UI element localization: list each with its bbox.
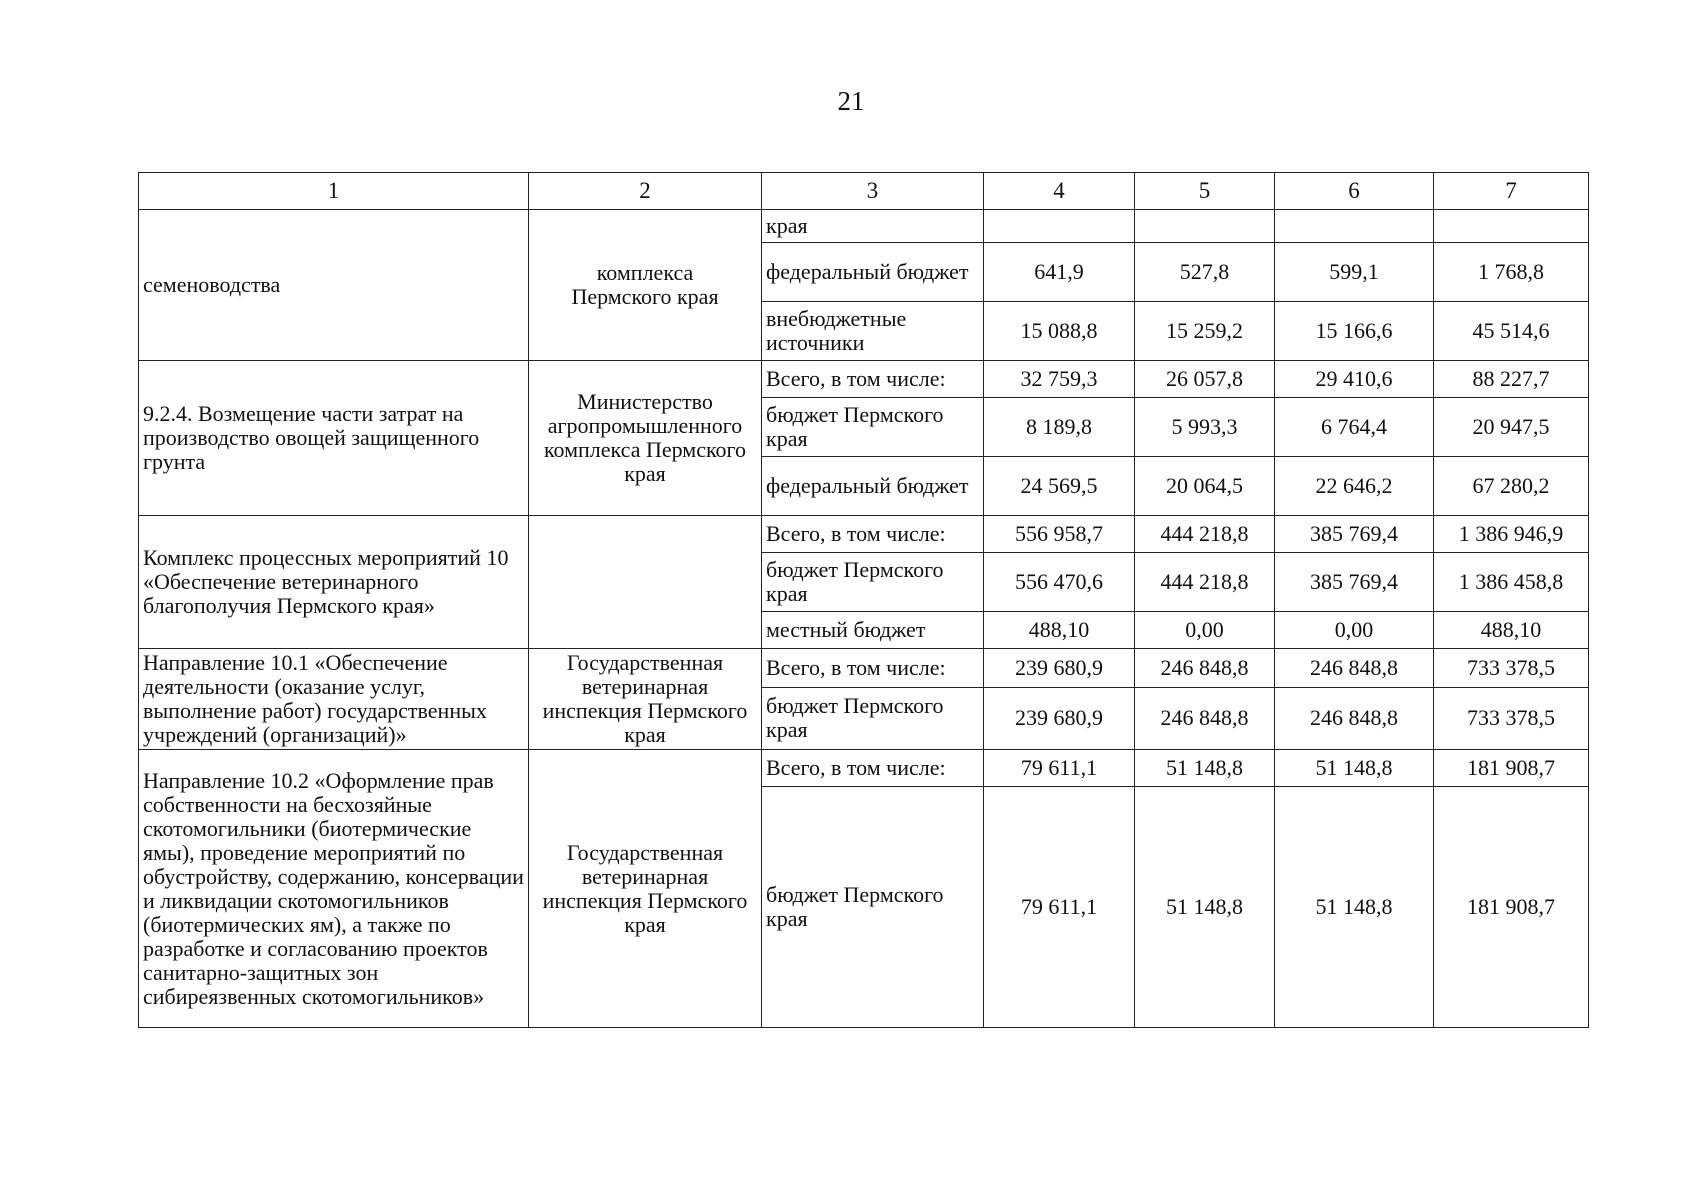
value-cell: 239 680,9 — [984, 687, 1135, 749]
table-row — [139, 750, 1589, 787]
funding-source-cell: федеральный бюджет — [762, 457, 984, 516]
value-cell: 385 769,4 — [1275, 516, 1434, 553]
executor-cell: Государственная ветеринарная инспекция Пермского края — [529, 750, 762, 1028]
value-cell: 79 611,1 — [984, 750, 1135, 787]
value-cell: 67 280,2 — [1434, 457, 1589, 516]
table-row — [139, 649, 1589, 688]
value-cell: 26 057,8 — [1135, 361, 1275, 398]
value-cell: 181 908,7 — [1434, 787, 1589, 1028]
value-cell: 32 759,3 — [984, 361, 1135, 398]
funding-source-cell: бюджет Пермского края — [762, 398, 984, 457]
budget-table — [138, 172, 1589, 1028]
column-header: 4 — [984, 173, 1135, 210]
funding-source-cell: края — [762, 210, 984, 243]
value-cell: 0,00 — [1275, 612, 1434, 649]
value-cell — [1275, 210, 1434, 243]
value-cell: 1 386 946,9 — [1434, 516, 1589, 553]
value-cell: 51 148,8 — [1135, 787, 1275, 1028]
funding-source-cell: Всего, в том числе: — [762, 516, 984, 553]
column-header: 5 — [1135, 173, 1275, 210]
value-cell: 239 680,9 — [984, 649, 1135, 688]
measure-name-cell: Направление 10.1 «Обеспечение деятельности (оказание услуг, выполнение работ) государственных учреждений (организаций)» — [139, 649, 529, 750]
value-cell: 15 088,8 — [984, 302, 1135, 361]
value-cell — [984, 210, 1135, 243]
value-cell: 15 259,2 — [1135, 302, 1275, 361]
value-cell: 15 166,6 — [1275, 302, 1434, 361]
value-cell — [1434, 210, 1589, 243]
value-cell: 88 227,7 — [1434, 361, 1589, 398]
value-cell: 79 611,1 — [984, 787, 1135, 1028]
funding-source-cell: бюджет Пермского края — [762, 687, 984, 749]
funding-source-cell: местный бюджет — [762, 612, 984, 649]
table-row — [139, 361, 1589, 398]
value-cell — [1135, 210, 1275, 243]
value-cell: 5 993,3 — [1135, 398, 1275, 457]
value-cell: 733 378,5 — [1434, 649, 1589, 688]
value-cell: 51 148,8 — [1275, 787, 1434, 1028]
table-row — [139, 210, 1589, 243]
funding-source-cell: федеральный бюджет — [762, 243, 984, 302]
value-cell: 181 908,7 — [1434, 750, 1589, 787]
value-cell: 385 769,4 — [1275, 553, 1434, 612]
measure-name-cell: Направление 10.2 «Оформление прав собственности на бесхозяйные скотомогильники (биотермические ямы), проведение мероприятий по обустройству, содержанию, консервации и ликвидации скотомогильников (биотермических ям), а также по разработке и согласованию проектов санитарно-защитных зон сибиреязвенных скотомогильников» — [139, 750, 529, 1028]
value-cell: 444 218,8 — [1135, 553, 1275, 612]
table-row — [139, 516, 1589, 553]
funding-source-cell: бюджет Пермского края — [762, 553, 984, 612]
table-header-row — [139, 173, 1589, 210]
value-cell: 641,9 — [984, 243, 1135, 302]
value-cell: 556 470,6 — [984, 553, 1135, 612]
funding-source-cell: бюджет Пермского края — [762, 787, 984, 1028]
value-cell: 51 148,8 — [1135, 750, 1275, 787]
executor-cell: комплекса Пермского края — [529, 210, 762, 361]
column-header: 1 — [139, 173, 529, 210]
value-cell: 246 848,8 — [1275, 687, 1434, 749]
value-cell: 246 848,8 — [1275, 649, 1434, 688]
value-cell: 22 646,2 — [1275, 457, 1434, 516]
funding-source-cell: Всего, в том числе: — [762, 361, 984, 398]
page-number: 21 — [837, 86, 865, 116]
value-cell: 444 218,8 — [1135, 516, 1275, 553]
value-cell: 0,00 — [1135, 612, 1275, 649]
value-cell: 488,10 — [1434, 612, 1589, 649]
value-cell: 733 378,5 — [1434, 687, 1589, 749]
funding-source-cell: Всего, в том числе: — [762, 750, 984, 787]
funding-source-cell: внебюджетные источники — [762, 302, 984, 361]
column-header: 6 — [1275, 173, 1434, 210]
value-cell: 20 064,5 — [1135, 457, 1275, 516]
value-cell: 1 768,8 — [1434, 243, 1589, 302]
executor-cell: Государственная ветеринарная инспекция Пермского края — [529, 649, 762, 750]
column-header: 7 — [1434, 173, 1589, 210]
value-cell: 20 947,5 — [1434, 398, 1589, 457]
value-cell: 488,10 — [984, 612, 1135, 649]
value-cell: 24 569,5 — [984, 457, 1135, 516]
value-cell: 45 514,6 — [1434, 302, 1589, 361]
value-cell: 8 189,8 — [984, 398, 1135, 457]
value-cell: 246 848,8 — [1135, 649, 1275, 688]
value-cell: 527,8 — [1135, 243, 1275, 302]
value-cell: 1 386 458,8 — [1434, 553, 1589, 612]
value-cell: 29 410,6 — [1275, 361, 1434, 398]
measure-name-cell: семеноводства — [139, 210, 529, 361]
measure-name-cell: 9.2.4. Возмещение части затрат на производство овощей защищенного грунта — [139, 361, 529, 516]
funding-source-cell: Всего, в том числе: — [762, 649, 984, 688]
executor-cell — [529, 516, 762, 649]
value-cell: 599,1 — [1275, 243, 1434, 302]
column-header: 2 — [529, 173, 762, 210]
value-cell: 556 958,7 — [984, 516, 1135, 553]
value-cell: 51 148,8 — [1275, 750, 1434, 787]
value-cell: 6 764,4 — [1275, 398, 1434, 457]
measure-name-cell: Комплекс процессных мероприятий 10 «Обеспечение ветеринарного благополучия Пермского края» — [139, 516, 529, 649]
executor-cell: Министерство агропромышленного комплекса Пермского края — [529, 361, 762, 516]
column-header: 3 — [762, 173, 984, 210]
value-cell: 246 848,8 — [1135, 687, 1275, 749]
